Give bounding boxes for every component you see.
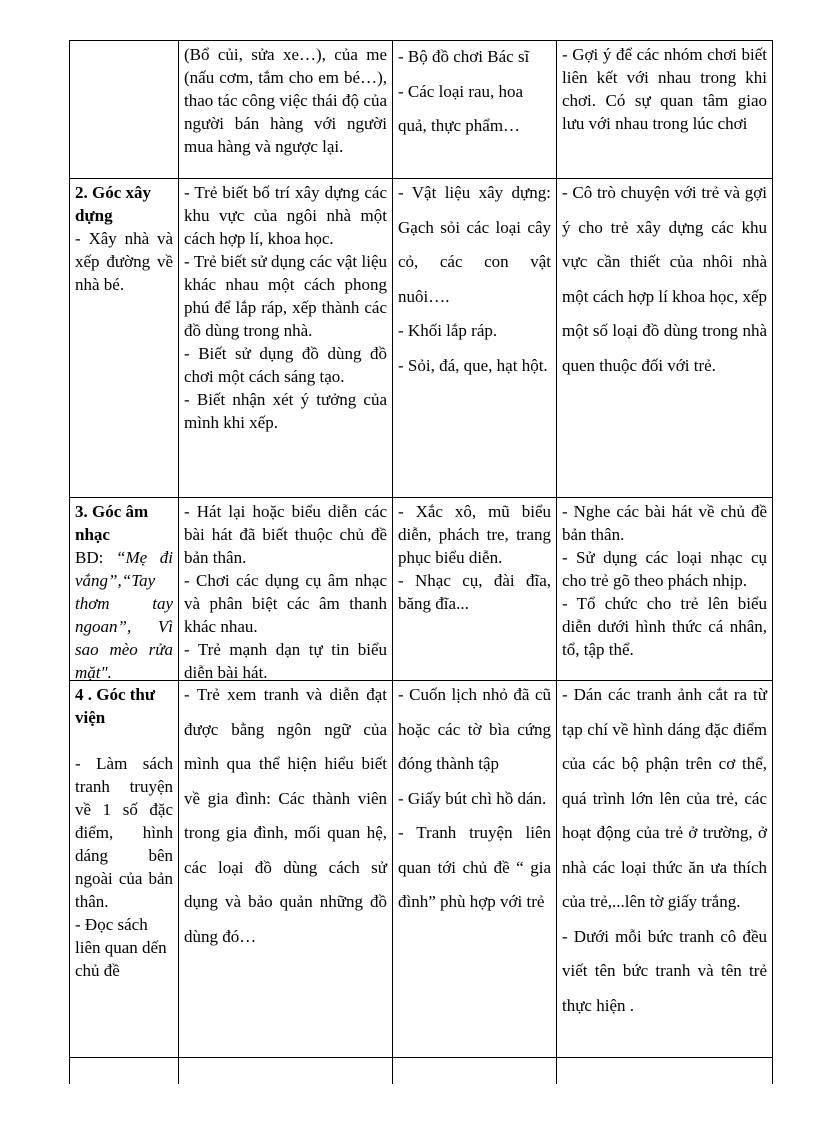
row1-guidance-text: - Gợi ý để các nhóm chơi biết liên kết với nhau trong khi chơi. Có sự quan tâm giao lưu với nhau trong lúc chơi [562,45,767,133]
row2-guidance-text: - Cô trò chuyện với trẻ và gợi ý cho trẻ xây dựng các khu vực cần thiết của nhôi nhà một cách hợp lí khoa học, xếp một số loại đồ dùng trong nhà quen thuộc đối với trẻ. [562,183,767,375]
row2-material-2: - Khối lắp ráp. [398,321,498,340]
row2-goal-3: - Biết sử dụng đồ dùng đồ chơi một cách sáng tạo. [184,344,387,386]
row-divider-4 [69,1057,773,1058]
row4-activity-2: - Đọc sách liên quan dến chủ đề [75,915,167,980]
row4-activity-1: - Làm sách tranh truyện về 1 số đặc điểm, hình dáng bên ngoài của bản thân. [75,754,173,911]
row2-materials-cell [393,176,556,383]
row3-material-2: - Nhạc cụ, đài đĩa, băng đĩa... [398,571,551,613]
row4-spacer [75,729,173,752]
row1-materials-cell [393,40,556,144]
row4-guidance-1: - Dán các tranh ảnh cắt ra từ tạp chí về hình dáng đặc điểm của các bộ phận trên cơ thể, quá trình lớn lên của trẻ, các hoạt động của trẻ ở trường, ở nhà các loại thức ăn ưa thích của trẻ,...lên tờ giấy trắng. [562,685,767,911]
row3-activity-cell [70,500,178,684]
row3-guidance-2: - Sử dụng các loại nhạc cụ cho trẻ gõ theo phách nhịp. [562,548,767,590]
row2-material-3: - Sỏi, đá, que, hạt hột. [398,355,548,375]
row2-goal-2: - Trẻ biết sử dụng các vật liệu khác nhau một cách phong phú để lắp ráp, xếp thành các đồ dùng trong nhà. [184,252,387,340]
row4-corner-title: 4 . Góc thư viện [75,685,156,727]
row4-guidance-2: - Dưới mỗi bức tranh cô đều viết tên bức tranh và tên trẻ thực hiện . [562,926,767,1015]
row2-corner-title: 2. Góc xây dựng [75,183,152,225]
row3-goal-1: - Hát lại hoặc biểu diễn các bài hát đã biết thuộc chủ đề bản thân. [184,502,387,567]
row3-guidance-3: - Tổ chức cho trẻ lên biểu diễn dưới hình thức cá nhân, tổ, tập thể. [562,594,767,659]
row3-corner-title: 3. Góc âm nhạc [75,502,149,544]
row2-material-1: - Vật liệu xây dựng: Gạch sỏi các loại cây cỏ, các con vật nuôi…. [398,183,551,306]
row2-goal-4: - Biết nhận xét ý tưởng của mình khi xếp. [184,390,387,432]
row3-guidance-cell [557,500,772,661]
row3-goal-3: - Trẻ mạnh dạn tự tin biểu diễn bài hát. [184,640,387,682]
row2-guidance-cell [557,176,772,383]
row1-materials-item-2: - Các loại rau, hoa quả, thực phẩm… [398,81,524,135]
row3-material-1: - Xắc xô, mũ biểu diễn, phách tre, trang phục biểu diễn. [398,502,551,567]
row4-material-2: - Giấy bút chì hồ dán. [398,788,547,808]
row1-materials-item-1: - Bộ đồ chơi Bác sĩ [398,47,530,66]
row4-goal-text: - Trẻ xem tranh và diễn đạt được bằng ngôn ngữ của mình qua thể hiện hiểu biết về gia đình: Các thành viên trong gia đình, mối quan hệ, các loại đồ dùng cách sử dụng và bảo quản những đồ dùng đó… [184,685,387,946]
row3-materials-cell [393,500,556,615]
row4-guidance-cell [557,678,772,1023]
row3-activity-text [75,546,173,684]
row4-activity-cell [70,683,178,982]
table-border-right [772,40,773,1084]
row2-goals-cell [179,181,392,434]
row4-goals-cell [179,678,392,954]
row2-activity-text: - Xây nhà và xếp đường về nhà bé. [75,229,173,294]
row1-goals-cell [179,43,392,158]
row4-material-3: - Tranh truyện liên quan tới chủ đề “ gia đình” phù hợp với trẻ [398,823,551,911]
row3-guidance-1: - Nghe các bài hát về chủ đề bản thân. [562,502,767,544]
row1-goals-text: (Bổ củi, sửa xe…), của me (nấu cơm, tắm cho em bé…), thao tác công việc thái độ của người bán hàng với người mua hàng và ngược lại. [184,45,387,156]
row4-materials-cell [393,678,556,920]
row1-guidance-cell [557,43,772,135]
row3-goal-2: - Chơi các dụng cụ âm nhạc và phân biệt các âm thanh khác nhau. [184,571,387,636]
row4-material-1: - Cuốn lịch nhỏ đã cũ hoặc các tờ bìa cứng đóng thành tập [398,685,551,773]
row2-activity-cell [70,181,178,296]
row2-goal-1: - Trẻ biết bố trí xây dựng các khu vực của ngôi nhà một cách hợp lí, khoa học. [184,183,387,248]
row3-activity-songs: “Mẹ đi vắng”,“Tay thơm tay ngoan”, Vì sao mèo rửa mặt". [75,548,174,682]
row3-goals-cell [179,500,392,684]
row-divider-2 [69,497,773,498]
row3-activity-prefix: BD: [75,548,116,567]
